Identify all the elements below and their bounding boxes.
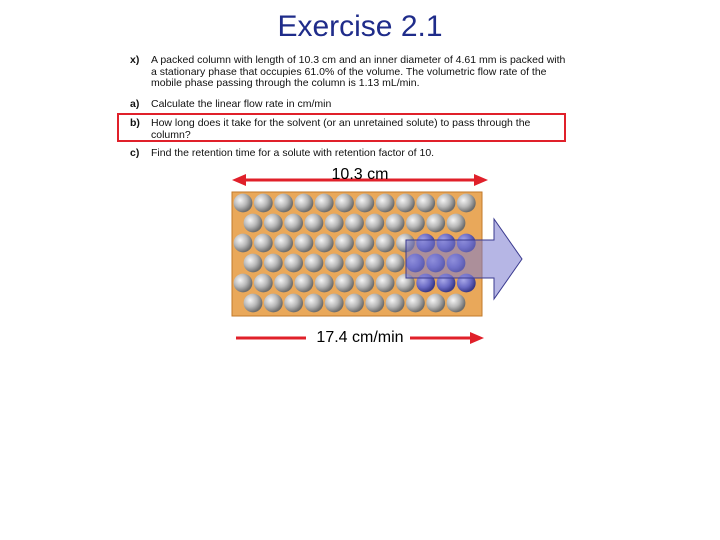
bead: [264, 294, 283, 313]
bead: [335, 274, 354, 293]
bead: [426, 214, 445, 233]
bead: [254, 194, 273, 213]
bead: [295, 194, 314, 213]
bead: [447, 294, 466, 313]
question-text: A packed column with length of 10.3 cm and an inner diameter of 4.61 mm is packed with a stationary phase that occupies 61.0% of the volume. The volumetric flow rate of the mobile phase passing through the column is 1.13 mL/min.: [151, 54, 566, 89]
bead: [244, 294, 263, 313]
bead: [325, 294, 344, 313]
bead: [254, 274, 273, 293]
bead: [365, 294, 384, 313]
bead: [305, 294, 324, 313]
bead: [396, 194, 415, 213]
bead: [274, 274, 293, 293]
bead: [457, 194, 476, 213]
bead: [345, 254, 364, 273]
bead: [376, 194, 395, 213]
bead: [325, 254, 344, 273]
bead: [295, 274, 314, 293]
bead: [274, 234, 293, 253]
bead: [264, 214, 283, 233]
slide-title: Exercise 2.1: [277, 10, 443, 43]
bead: [386, 294, 405, 313]
part-label: a): [130, 98, 140, 110]
bead: [345, 214, 364, 233]
bead: [284, 254, 303, 273]
bead: [335, 194, 354, 213]
bead: [376, 274, 395, 293]
bead: [376, 234, 395, 253]
linear-flow-rate-label: 17.4 cm/min: [316, 329, 404, 346]
part-label: c): [130, 147, 140, 159]
question-label: x): [130, 54, 140, 66]
bead: [274, 194, 293, 213]
bead: [447, 214, 466, 233]
bead: [365, 214, 384, 233]
bead: [295, 234, 314, 253]
bead: [426, 294, 445, 313]
bead: [244, 214, 263, 233]
bead: [345, 294, 364, 313]
bead: [335, 234, 354, 253]
part-text: Calculate the linear flow rate in cm/min: [151, 98, 332, 110]
bead: [406, 294, 425, 313]
bead: [406, 214, 425, 233]
bead: [234, 194, 253, 213]
bead: [386, 214, 405, 233]
bead: [355, 274, 374, 293]
bead: [284, 294, 303, 313]
bead: [355, 234, 374, 253]
bead: [315, 234, 334, 253]
bead: [244, 254, 263, 273]
part-label: b): [130, 117, 140, 129]
bead: [254, 234, 273, 253]
bead: [365, 254, 384, 273]
bead: [325, 214, 344, 233]
bead: [284, 214, 303, 233]
part-text: Find the retention time for a solute with retention factor of 10.: [151, 147, 435, 159]
part-text: How long does it take for the solvent (or an unretained solute) to pass through the column?: [151, 117, 531, 141]
bead: [386, 254, 405, 273]
bead: [315, 194, 334, 213]
bead: [264, 254, 283, 273]
bead: [305, 254, 324, 273]
bead: [416, 194, 435, 213]
bead: [234, 234, 253, 253]
bead: [305, 214, 324, 233]
column-length-label: 10.3 cm: [331, 166, 389, 183]
bead: [234, 274, 253, 293]
bead: [355, 194, 374, 213]
bead: [437, 194, 456, 213]
bead: [315, 274, 334, 293]
